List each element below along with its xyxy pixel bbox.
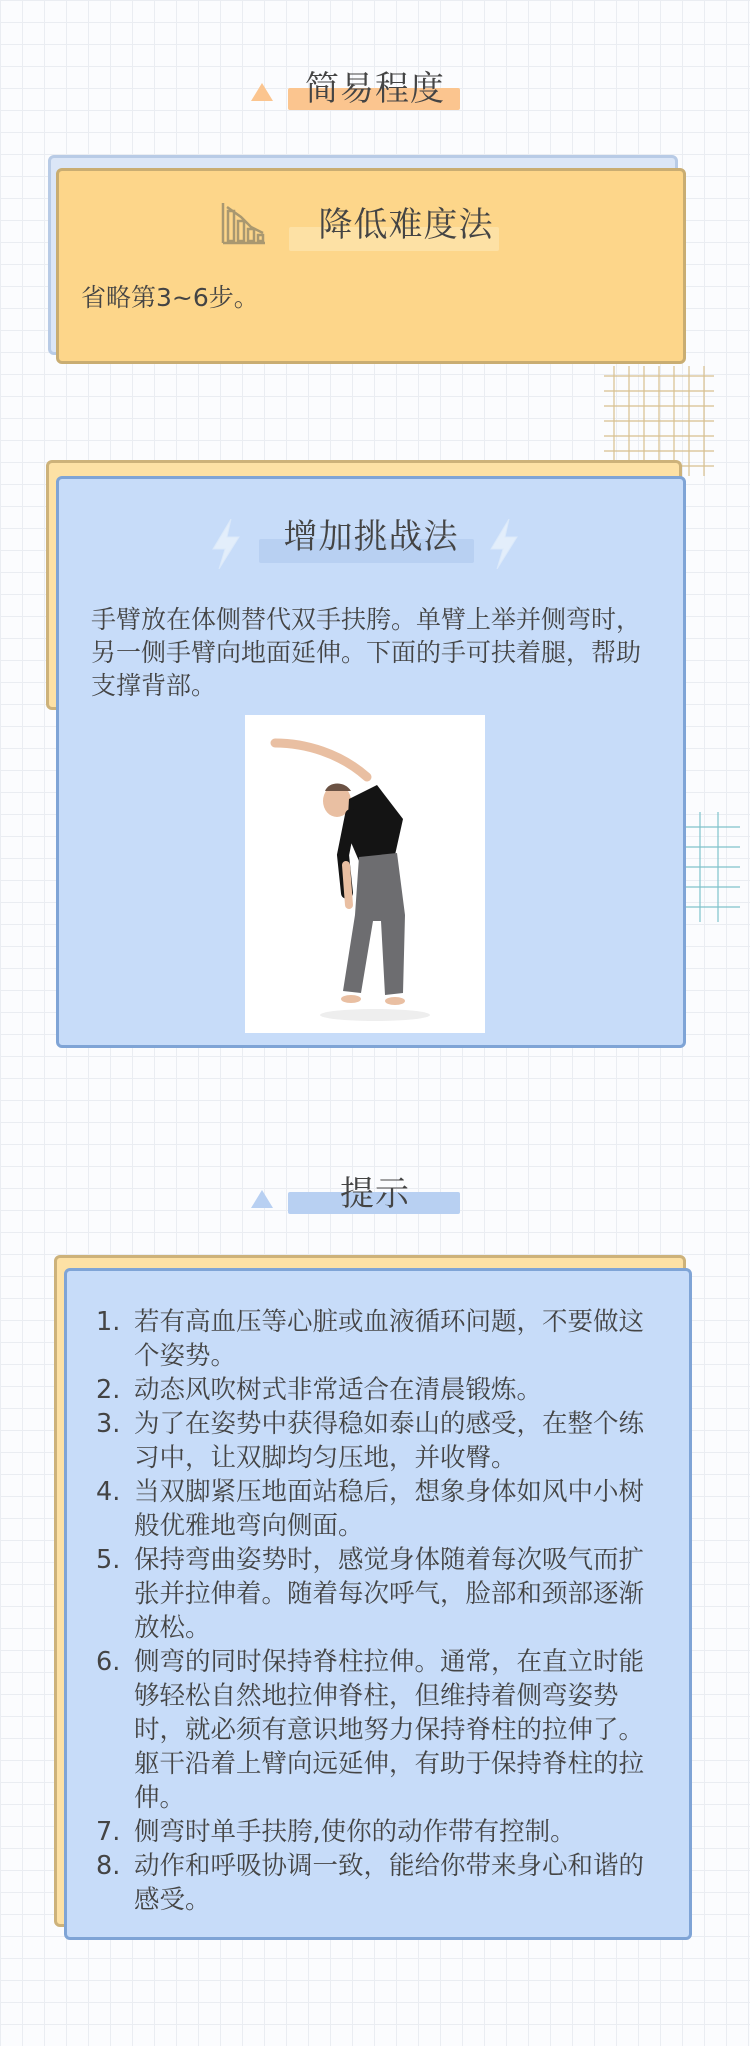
section-header-difficulty <box>0 55 750 115</box>
list-item: 5. 保持弯曲姿势时，感觉身体随着每次吸气而扩张并拉伸着。随着每次呼气，脸部和颈部逐渐放松。 <box>96 1545 645 1643</box>
section-title: 简易程度 <box>305 69 445 109</box>
decorative-grid-teal <box>680 812 740 922</box>
harder-text: 手臂放在体侧替代双手扶胯。单臂上举并侧弯时，另一侧手臂向地面延伸。下面的手可扶着腿，帮助支撑背部。 <box>91 605 642 700</box>
person-side-bend-image <box>245 715 485 1033</box>
tips-list <box>96 1305 656 1917</box>
easier-card <box>56 168 686 364</box>
side-bend-photo <box>245 715 485 1033</box>
easier-title: 降低难度法 <box>318 205 494 245</box>
list-item: 7. 侧弯时单手扶胯,使你的动作带有控制。 <box>96 1817 576 1847</box>
list-item: 6. 侧弯的同时保持脊柱拉伸。通常，在直立时能够轻松自然地拉伸脊柱，但维持着侧弯姿势时，就必须有意识地努力保持脊柱的拉伸了。躯干沿着上臂向远延伸，有助于保持脊柱的拉伸。 <box>96 1647 645 1813</box>
harder-title: 增加挑战法 <box>283 517 459 557</box>
list-item: 2. 动态风吹树式非常适合在清晨锻炼。 <box>96 1375 543 1405</box>
easier-text: 省略第3~6步。 <box>81 283 259 312</box>
list-item: 8. 动作和呼吸协调一致，能给你带来身心和谐的感受。 <box>96 1851 645 1915</box>
section-header-tips <box>0 1162 750 1222</box>
list-item: 4. 当双脚紧压地面站稳后，想象身体如风中小树般优雅地弯向侧面。 <box>96 1477 645 1541</box>
list-item: 1. 若有高血压等心脏或血液循环问题，不要做这个姿势。 <box>96 1307 645 1371</box>
list-item: 3. 为了在姿势中获得稳如泰山的感受，在整个练习中，让双脚均匀压地，并收臀。 <box>96 1409 645 1473</box>
section-title: 提示 <box>340 1174 410 1214</box>
